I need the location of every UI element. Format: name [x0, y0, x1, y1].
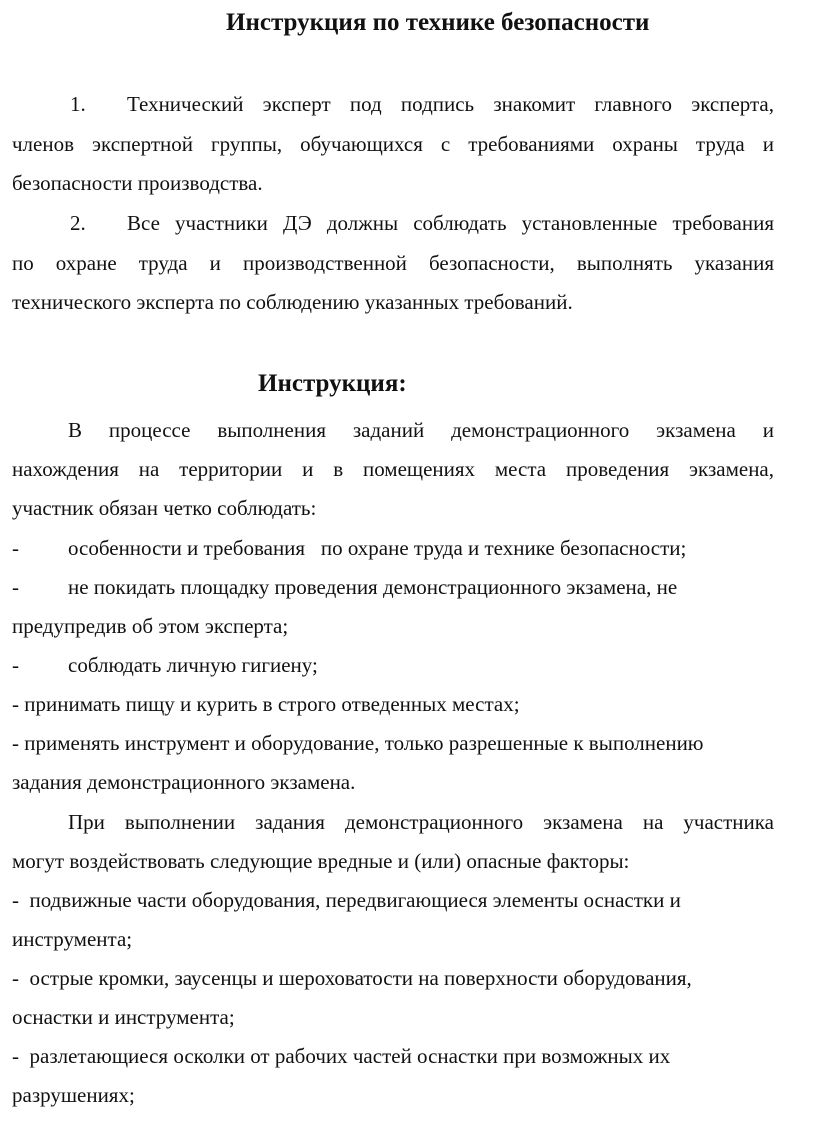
factors-intro-line-1: При выполнении задания демонстрационного экзамена на участника	[68, 810, 774, 834]
instruction-subtitle: Инструкция:	[258, 370, 407, 397]
intro-line-1: В процессе выполнения заданий демонстрационного экзамена и	[68, 418, 774, 442]
item-1-number: 1.	[70, 92, 86, 116]
intro-line-3: участник обязан четко соблюдать:	[12, 496, 317, 520]
rule-4-text: - принимать пищу и курить в строго отведенных местах;	[12, 692, 520, 716]
item-2-line-1: Все участники ДЭ должны соблюдать установленные требования	[127, 211, 774, 235]
item-1-line-3: безопасности производства.	[12, 171, 263, 195]
factor-2-line-1: - острые кромки, заусенцы и шероховатости на поверхности оборудования,	[12, 966, 692, 990]
item-1-line-2: членов экспертной группы, обучающихся с требованиями охраны труда и	[12, 132, 774, 156]
factor-3-line-2: разрушениях;	[12, 1083, 135, 1107]
factor-2-line-2: оснастки и инструмента;	[12, 1005, 235, 1029]
item-1-line-1: Технический эксперт под подпись знакомит главного эксперта,	[127, 92, 774, 116]
rule-3-text: соблюдать личную гигиену;	[68, 653, 318, 677]
item-2-number: 2.	[70, 211, 86, 235]
rule-1-dash: -	[12, 536, 19, 560]
item-2-line-2: по охране труда и производственной безопасности, выполнять указания	[12, 251, 774, 275]
factor-1-line-1: - подвижные части оборудования, передвигающиеся элементы оснастки и	[12, 888, 681, 912]
rule-3-dash: -	[12, 653, 19, 677]
rule-2-dash: -	[12, 575, 19, 599]
rule-2-line-2: предупредив об этом эксперта;	[12, 614, 289, 638]
rule-5-line-1: - применять инструмент и оборудование, только разрешенные к выполнению	[12, 731, 704, 755]
rule-5-line-2: задания демонстрационного экзамена.	[12, 770, 356, 794]
factor-3-line-1: - разлетающиеся осколки от рабочих частей оснастки при возможных их	[12, 1044, 671, 1068]
factor-1-line-2: инструмента;	[12, 927, 133, 951]
factors-intro-line-2: могут воздействовать следующие вредные и (или) опасные факторы:	[12, 849, 630, 873]
item-2-line-3: технического эксперта по соблюдению указанных требований.	[12, 290, 573, 314]
rule-1-text: особенности и требования по охране труда и технике безопасности;	[68, 536, 687, 560]
document-title: Инструкция по технике безопасности	[226, 9, 650, 36]
rule-2-line-1: не покидать площадку проведения демонстрационного экзамена, не	[68, 575, 678, 599]
intro-line-2: нахождения на территории и в помещениях места проведения экзамена,	[12, 457, 774, 481]
